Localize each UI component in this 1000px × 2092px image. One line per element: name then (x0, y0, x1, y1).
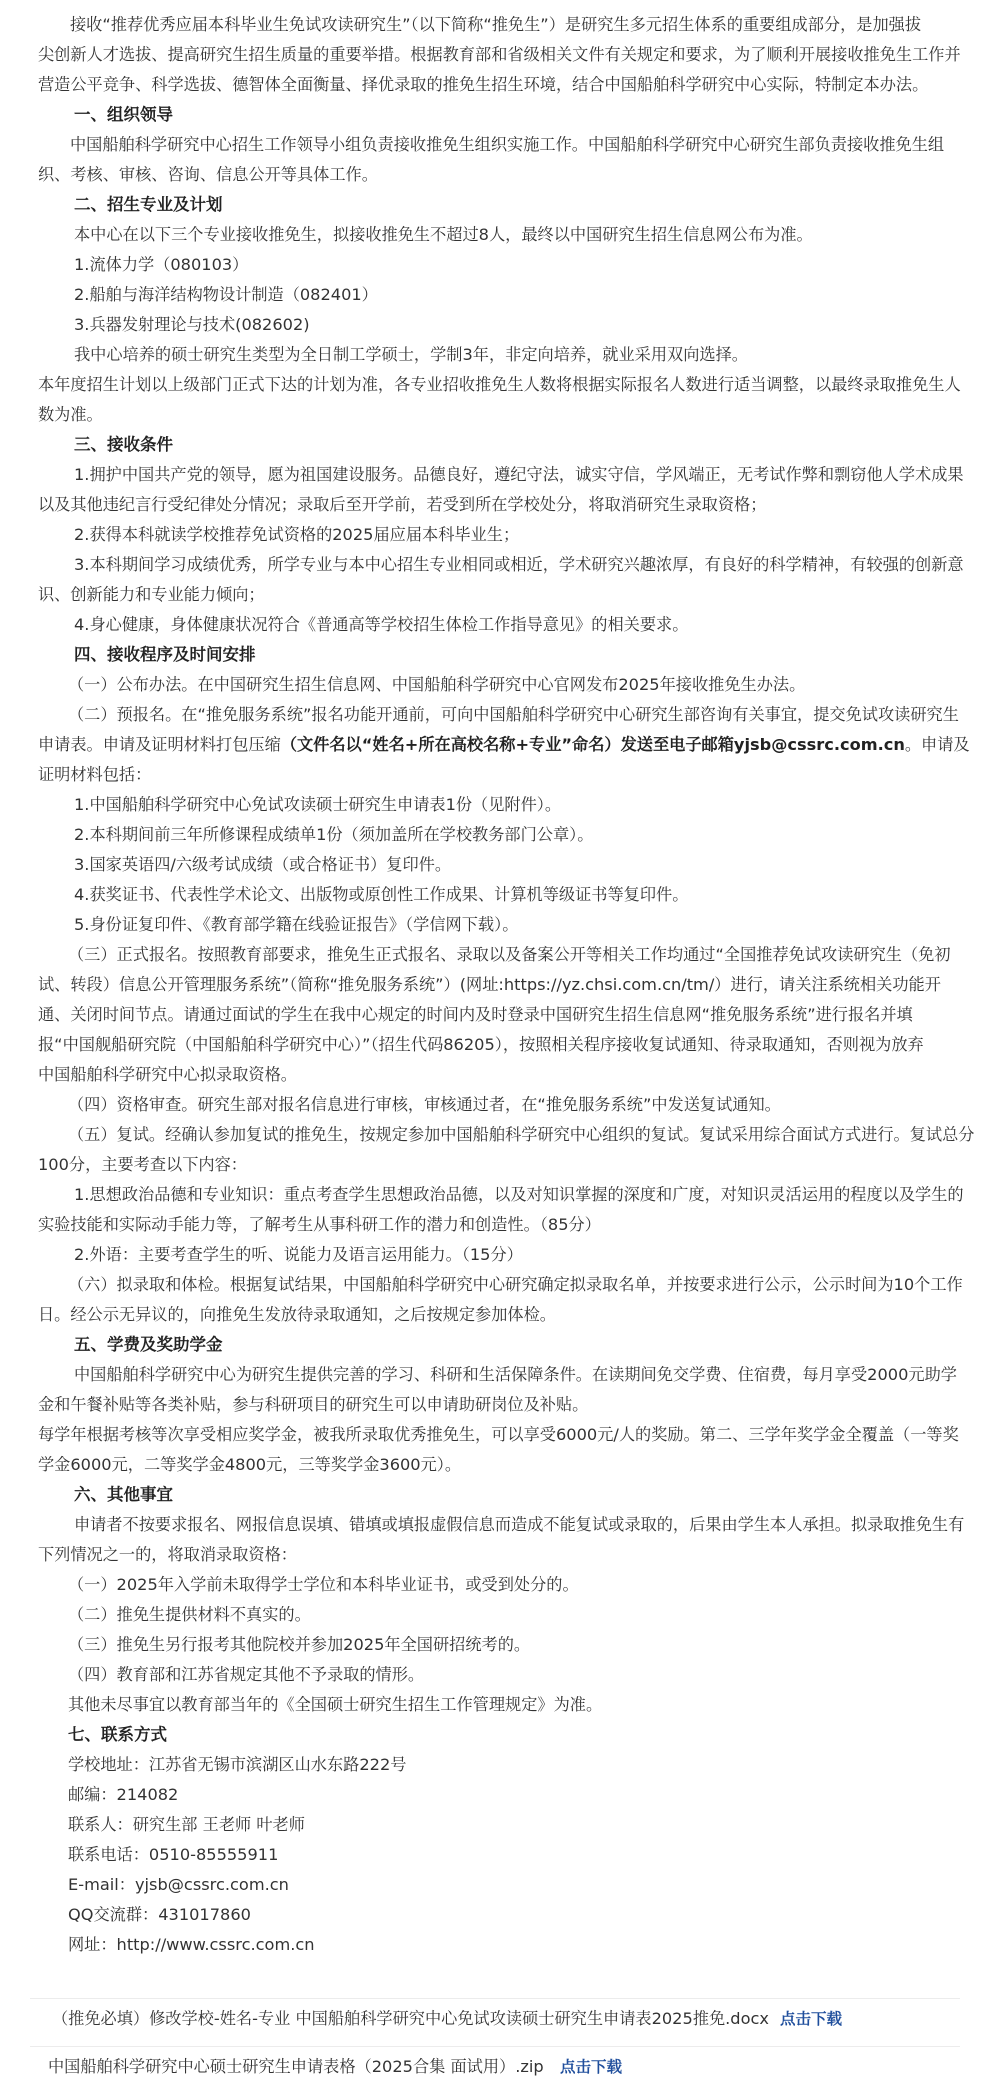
material-item: 4.获奖证书、代表性学术论文、出版物或原创性工作成果、计算机等级证书等复印件。 (74, 885, 689, 904)
exam-item: 2.外语：主要考查学生的听、说能力及语言运用能力。（15分） (74, 1245, 523, 1264)
paragraph: 学金6000元，二等奖学金4800元，三等奖学金3600元）。 (38, 1455, 462, 1474)
contact-person: 联系人：研究生部 王老师 叶老师 (68, 1815, 305, 1834)
section-heading: 一、组织领导 (74, 105, 173, 124)
intro-paragraph: 营造公平竞争、科学选拔、德智体全面衡量、择优录取的推免生招生环境，结合中国船舶科学研究中心实际，特制定本办法。 (38, 75, 929, 94)
paragraph: 中国船舶科学研究中心招生工作领导小组负责接收推免生组织实施工作。中国船舶科学研究中心研究生部负责接收推免生组 (70, 135, 945, 154)
attachment-row (30, 1998, 960, 2039)
section-heading: 七、联系方式 (68, 1725, 167, 1744)
exam-item: 实验技能和实际动手能力等，了解考生从事科研工作的潜力和创造性。（85分） (38, 1215, 601, 1234)
paragraph: 100分，主要考查以下内容： (38, 1155, 247, 1174)
paragraph: 试、转段）信息公开管理服务系统”（简称“推免服务系统”）(网址:https://yz.chsi.com.cn/tm/）进行，请关注系统相关功能开 (38, 975, 941, 994)
paragraph: 其他未尽事宜以教育部当年的《全国硕士研究生招生工作管理规定》为准。 (68, 1695, 603, 1714)
attachment-filename: 中国船舶科学研究中心硕士研究生申请表格（2025合集 面试用）.zip (48, 2057, 544, 2076)
condition-item: 1.拥护中国共产党的领导，愿为祖国建设服务。品德良好，遵纪守法，诚实守信，学风端正，无考试作弊和剽窃他人学术成果 (74, 465, 964, 484)
intro-paragraph: 接收“推荐优秀应届本科毕业生免试攻读研究生”（以下简称“推免生”）是研究生多元招生体系的重要组成部分，是加强拔 (70, 15, 922, 34)
section-heading: 二、招生专业及计划 (74, 195, 223, 214)
exam-item: 1.思想政治品德和专业知识：重点考查学生思想政治品德，以及对知识掌握的深度和广度，对知识灵活运用的程度以及学生的 (74, 1185, 964, 1204)
list-item: （四）教育部和江苏省规定其他不予录取的情形。 (68, 1665, 425, 1684)
paragraph: （一）公布办法。在中国研究生招生信息网、中国船舶科学研究中心官网发布2025年接收推免生办法。 (68, 675, 806, 694)
paragraph: 每学年根据考核等次享受相应奖学金，被我所录取优秀推免生，可以享受6000元/人的奖励。第二、三学年奖学金全覆盖（一等奖 (38, 1425, 959, 1444)
condition-item: 2.获得本科就读学校推荐免试资格的2025届应届本科毕业生； (74, 525, 520, 544)
material-item: 3.国家英语四/六级考试成绩（或合格证书）复印件。 (74, 855, 452, 874)
paragraph: 通、关闭时间节点。请通过面试的学生在我中心规定的时间内及时登录中国研究生招生信息网“推免服务系统”进行报名并填 (38, 1005, 913, 1024)
paragraph: （四）资格审查。研究生部对报名信息进行审核，审核通过者，在“推免服务系统”中发送复试通知。 (68, 1095, 781, 1114)
contact-website: 网址：http://www.cssrc.com.cn (68, 1935, 315, 1954)
paragraph: 本年度招生计划以上级部门正式下达的计划为准，各专业招收推免生人数将根据实际报名人数进行适当调整，以最终录取推免生人 (38, 375, 961, 394)
list-item: （二）推免生提供材料不真实的。 (68, 1605, 311, 1624)
major-item: 2.船舶与海洋结构物设计制造（082401） (74, 285, 378, 304)
list-item: （一）2025年入学前未取得学士学位和本科毕业证书，或受到处分的。 (68, 1575, 579, 1594)
major-item: 1.流体力学（080103） (74, 255, 249, 274)
condition-item: 以及其他违纪言行受纪律处分情况；录取后至开学前，若受到所在学校处分，将取消研究生录取资格； (38, 495, 767, 514)
paragraph: 织、考核、审核、咨询、信息公开等具体工作。 (38, 165, 378, 184)
contact-phone: 联系电话：0510-85555911 (68, 1845, 279, 1864)
download-link[interactable]: 点击下载 (780, 2010, 843, 2028)
contact-postcode: 邮编：214082 (68, 1785, 179, 1804)
paragraph: 数为准。 (38, 405, 103, 424)
download-link[interactable]: 点击下载 (560, 2058, 623, 2076)
attachment-row (30, 2046, 960, 2087)
paragraph: 日。经公示无异议的，向推免生发放待录取通知，之后按规定参加体检。 (38, 1305, 556, 1324)
paragraph: 证明材料包括： (38, 765, 152, 784)
text-run: 。申请及 (904, 735, 970, 754)
attachment-filename: （推免必填）修改学校-姓名-专业 中国船舶科学研究中心免试攻读硕士研究生申请表2025推免.docx (52, 2009, 769, 2028)
section-heading: 三、接收条件 (74, 435, 173, 454)
intro-paragraph: 尖创新人才选拔、提高研究生招生质量的重要举措。根据教育部和省级相关文件有关规定和要求，为了顺利开展接收推免生工作并 (38, 45, 961, 64)
text-run: 申请表。申请及证明材料打包压缩 (38, 735, 281, 754)
paragraph: 本中心在以下三个专业接收推免生，拟接收推免生不超过8人，最终以中国研究生招生信息网公布为准。 (74, 225, 813, 244)
paragraph: 金和午餐补贴等各类补贴，参与科研项目的研究生可以申请助研岗位及补贴。 (38, 1395, 589, 1414)
email-instruction-bold: （文件名以“姓名+所在高校名称+专业”命名）发送至电子邮箱yjsb@cssrc.com.cn (280, 735, 905, 754)
contact-qq: QQ交流群：431017860 (68, 1905, 251, 1924)
paragraph: （三）正式报名。按照教育部要求，推免生正式报名、录取以及备案公开等相关工作均通过“全国推荐免试攻读研究生（免初 (68, 945, 951, 964)
section-heading: 六、其他事宜 (74, 1485, 173, 1504)
paragraph: 报“中国舰船研究院（中国船舶科学研究中心）”（招生代码86205），按照相关程序接收复试通知、待录取通知，否则视为放弃 (38, 1035, 924, 1054)
major-item: 3.兵器发射理论与技术(082602) (74, 315, 310, 334)
material-item: 2.本科期间前三年所修课程成绩单1份（须加盖所在学校教务部门公章）。 (74, 825, 594, 844)
list-item: （三）推免生另行报考其他院校并参加2025年全国研招统考的。 (68, 1635, 531, 1654)
contact-email: E-mail：yjsb@cssrc.com.cn (68, 1875, 289, 1894)
paragraph: （二）预报名。在“推免服务系统”报名功能开通前，可向中国船舶科学研究中心研究生部咨询有关事宜，提交免试攻读研究生 (68, 705, 959, 724)
paragraph: 中国船舶科学研究中心拟录取资格。 (38, 1065, 297, 1084)
paragraph: （六）拟录取和体检。根据复试结果，中国船舶科学研究中心研究确定拟录取名单，并按要求进行公示，公示时间为10个工作 (68, 1275, 963, 1294)
condition-item: 3.本科期间学习成绩优秀，所学专业与本中心招生专业相同或相近，学术研究兴趣浓厚，有良好的科学精神，有较强的创新意 (74, 555, 964, 574)
condition-item: 识、创新能力和专业能力倾向； (38, 585, 265, 604)
paragraph: 我中心培养的硕士研究生类型为全日制工学硕士，学制3年，非定向培养，就业采用双向选择。 (74, 345, 748, 364)
section-heading: 四、接收程序及时间安排 (74, 645, 256, 664)
condition-item: 4.身心健康，身体健康状况符合《普通高等学校招生体检工作指导意见》的相关要求。 (74, 615, 689, 634)
paragraph: （五）复试。经确认参加复试的推免生，按规定参加中国船舶科学研究中心组织的复试。复试采用综合面试方式进行。复试总分 (68, 1125, 975, 1144)
paragraph: 下列情况之一的，将取消录取资格： (38, 1545, 297, 1564)
section-heading: 五、学费及奖助学金 (74, 1335, 223, 1354)
paragraph: 申请者不按要求报名、网报信息误填、错填或填报虚假信息而造成不能复试或录取的，后果由学生本人承担。拟录取推免生有 (74, 1515, 965, 1534)
material-item: 5.身份证复印件、《教育部学籍在线验证报告》（学信网下载）。 (74, 915, 519, 934)
paragraph (38, 735, 970, 755)
paragraph: 中国船舶科学研究中心为研究生提供完善的学习、科研和生活保障条件。在读期间免交学费、住宿费，每月享受2000元助学 (74, 1365, 957, 1384)
contact-address: 学校地址：江苏省无锡市滨湖区山水东路222号 (68, 1755, 407, 1774)
material-item: 1.中国船舶科学研究中心免试攻读硕士研究生申请表1份（见附件）。 (74, 795, 562, 814)
